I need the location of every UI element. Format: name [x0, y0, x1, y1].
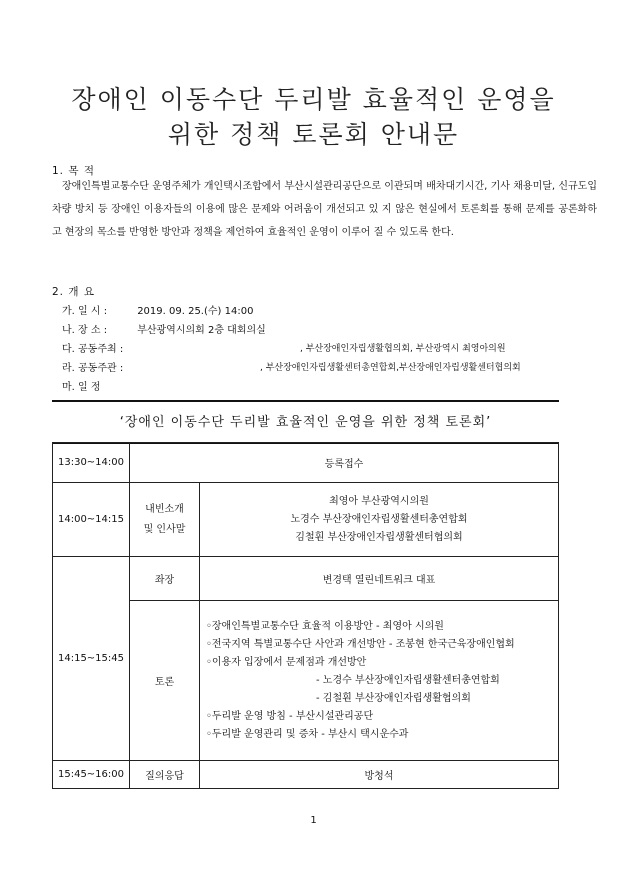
document-title-line2: 위한 정책 토론회 안내문: [167, 120, 460, 149]
role-cell: 좌장: [130, 557, 200, 601]
overview-value: 부산광역시의회 2층 대회의실: [137, 325, 266, 336]
content-cell: [200, 601, 559, 761]
discussion-item: - 노경수 부산장애인자립생활센터총연합회: [316, 674, 500, 686]
discussion-item: ◦전국지역 특별교통수단 사안과 개선방안 - 조봉현 한국근육장애인협회: [206, 638, 515, 650]
greeting-speaker: 노경수 부산장애인자립생활센터총연합회: [290, 513, 468, 525]
overview-label: 라. 공동주관 :: [62, 363, 124, 374]
section1-line: 효율적인 운영이 이루어 질 수 있도록 한다.: [267, 227, 454, 238]
section1-paragraph: [52, 175, 597, 244]
overview-label: 가. 일 시 :: [62, 306, 108, 317]
greeting-speaker: 최영아 부산광역시의원: [329, 495, 429, 507]
overview-value: , 부산장애인자립생활협의회, 부산광역시 최영아의원: [300, 344, 506, 354]
section1-line: 기사 채용미달, 신규도입차량 방치 등 장애인 이용자들의 이용에 많은 문제와 어려움이 개선되고 있: [52, 181, 597, 215]
greeting-speaker: 김철훤 부산장애인자립생활센터협의회: [295, 531, 463, 543]
overview-item-schedule: [62, 378, 134, 393]
discussion-item: - 김철훤 부산장애인자립생활협의회: [316, 692, 471, 704]
overview-value: 2019. 09. 25.(수) 14:00: [137, 306, 254, 317]
content-cell: 방청석: [200, 761, 559, 789]
table-row: [53, 557, 559, 601]
table-row: [53, 443, 559, 483]
overview-label: 다. 공동주최 :: [62, 344, 124, 355]
overview-label: 마. 일 정: [62, 382, 101, 393]
time-cell: 13:30~14:00: [53, 443, 130, 483]
section1-line: 지 않은 현실에서 토론회를 통해 문제를 공론화하고 현장의 목소를 반영한 방안과 정책을 제언하여: [52, 204, 597, 238]
overview-item-host: [62, 340, 134, 355]
schedule-table: [52, 442, 559, 789]
section1-line: 장애인특별교통수단 운영주체가 개인택시조합에서 부산시설관리공단으로 이관되며 배차대기시간,: [62, 181, 488, 192]
content-cell: 변경택 열린네트워크 대표: [200, 557, 559, 601]
discussion-item: ◦두리발 운영 방침 - 부산시설관리공단: [206, 710, 374, 722]
table-row: [53, 761, 559, 789]
section1-heading: 1. 목 적: [52, 165, 95, 177]
discussion-item: ◦이용자 입장에서 문제점과 개선방안: [206, 656, 367, 668]
content-cell: [200, 483, 559, 557]
overview-item-place: [62, 321, 266, 336]
overview-value: , 부산장애인자립생활센터총연합회,부산장애인자립생활센터협의회: [260, 363, 521, 373]
overview-label: 나. 장 소 :: [62, 325, 108, 336]
role-cell: 내빈소개 및 인사말: [130, 483, 200, 557]
time-cell: 14:00~14:15: [53, 483, 130, 557]
role-cell: 토론: [130, 601, 200, 761]
overview-item-organizer: [62, 359, 134, 374]
section2-heading: 2. 개 요: [52, 286, 95, 298]
time-cell: 15:45~16:00: [53, 761, 130, 789]
role-cell: 질의응답: [130, 761, 200, 789]
time-cell: 14:15~15:45: [53, 557, 130, 761]
discussion-item: ◦두리발 운영관리 및 증차 - 부산시 택시운수과: [206, 728, 409, 740]
document-title-line1: 장애인 이동수단 두리발 효율적인 운영을: [71, 85, 556, 114]
page-number: 1: [310, 815, 317, 826]
schedule-table-title: ‘장애인 이동수단 두리발 효율적인 운영을 위한 정책 토론회’: [52, 400, 559, 444]
table-row: [53, 483, 559, 557]
overview-item-date: [62, 302, 253, 317]
discussion-item: ◦장애인특별교통수단 효율적 이용방안 - 최영아 시의원: [206, 620, 444, 632]
content-cell: 등록접수: [130, 443, 559, 483]
